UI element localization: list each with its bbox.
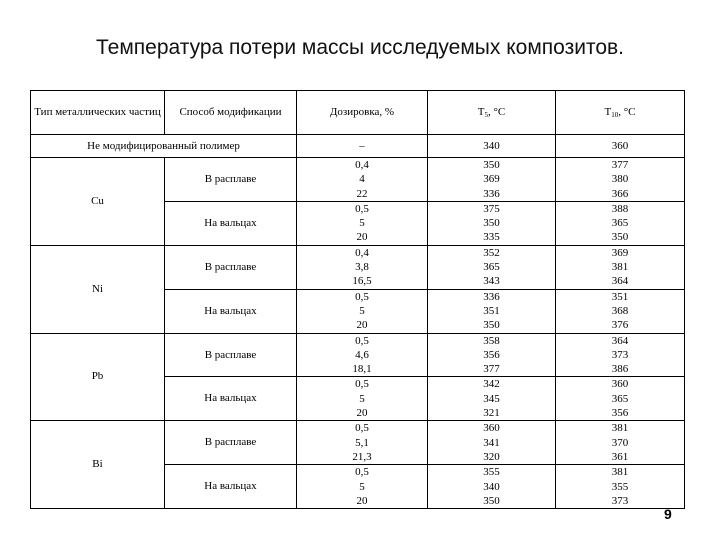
t5-value: 336 [483,290,500,303]
t10-value: 364 [611,334,629,347]
doses-cell [297,333,428,377]
header-dose: Дозировка, % [297,91,428,135]
header-method: Способ модификации [165,91,297,135]
t10-value: 380 [611,173,629,186]
doses-cell [297,289,428,333]
metal-cell: Ni [31,245,165,333]
page-number: 9 [664,506,672,522]
doses-value: 5 [359,217,365,230]
nonmodified-t10: 360 [556,135,685,158]
doses-cell [297,377,428,421]
t10-value: 381 [611,422,629,435]
t10-cell [556,289,685,333]
t10-value: 377 [611,159,629,171]
t5-value: 320 [483,450,500,463]
t10-value: 360 [611,378,629,391]
t10-value: 381 [611,466,629,479]
t5-value: 341 [483,436,500,449]
t10-value: 364 [611,275,629,288]
t10-value: 350 [611,231,629,244]
t10-value: 365 [611,392,629,405]
t5-cell [428,289,556,333]
doses-value: 4,6 [355,348,369,361]
doses-value: 16,5 [352,275,372,288]
method-cell: На вальцах [165,377,297,421]
t10-value: 366 [611,187,629,200]
t10-cell [556,158,685,202]
t10-value: 365 [611,217,629,230]
doses-value: 5 [359,480,365,493]
doses-value: 0,4 [355,246,369,259]
t10-value: 370 [611,436,629,449]
t5-cell [428,465,556,509]
header-metal: Тип металлических частиц [31,91,165,135]
metal-cell: Cu [31,158,165,246]
method-cell: В расплаве [165,245,297,289]
t10-value: 351 [611,290,629,303]
doses-value: 5 [359,304,365,317]
t10-value: 386 [611,363,629,376]
doses-value: 20 [356,319,368,332]
t10-cell [556,377,685,421]
t10-value: 361 [611,450,629,463]
doses-value: 21,3 [352,450,372,463]
table-row [31,245,685,289]
method-cell: В расплаве [165,333,297,377]
t5-value: 321 [483,407,500,420]
doses-value: 20 [356,407,368,420]
t5-value: 356 [483,348,500,361]
t5-value: 365 [483,261,500,274]
t10-value: 355 [611,480,629,493]
t10-value: 356 [611,407,629,420]
t5-value: 351 [483,304,500,317]
doses-value: 20 [356,231,368,244]
doses-value: 0,5 [355,202,369,215]
t10-cell [556,333,685,377]
t5-cell [428,421,556,465]
t5-cell [428,333,556,377]
header-t5: $Т_5$, °С [428,91,556,135]
doses-cell [297,421,428,465]
t10-value: 376 [611,319,629,332]
t5-value: 350 [483,159,500,171]
doses-value: 3,8 [355,261,369,274]
doses-cell [297,465,428,509]
page-title: Температура потери массы исследуемых композитов. [96,36,624,59]
doses-value: 0,5 [355,466,369,479]
t10-cell [556,201,685,245]
nonmodified-row [31,135,685,158]
doses-value: 22 [356,187,368,200]
t5-value: 360 [483,422,500,435]
t5-value: 340 [483,480,500,493]
t10-value: 368 [611,304,629,317]
method-cell: На вальцах [165,201,297,245]
metal-cell: Bi [31,421,165,509]
t5-cell [428,377,556,421]
composites-table [30,90,685,509]
table-row [31,333,685,377]
doses-value: 5 [359,392,365,405]
method-cell: В расплаве [165,158,297,202]
t5-value: 336 [483,187,500,200]
doses-value: 0,5 [355,334,369,347]
t5-value: 355 [483,466,500,479]
t10-value: 373 [611,348,629,361]
metal-cell: Pb [31,333,165,421]
t5-cell [428,158,556,202]
nonmodified-label: Не модифицированный полимер [31,135,297,158]
method-cell: На вальцах [165,289,297,333]
table-header-row [31,91,685,135]
t5-value: 352 [483,246,500,259]
doses-cell [297,158,428,202]
t10-cell [556,421,685,465]
t5-value: 342 [483,378,500,391]
doses-value: 0,5 [355,290,369,303]
t5-value: 350 [483,319,500,332]
nonmodified-t5: 340 [428,135,556,158]
doses-value: 20 [356,494,368,507]
t5-value: 350 [483,217,500,230]
t5-value: 358 [483,334,500,347]
t5-value: 335 [483,231,500,244]
t10-cell [556,465,685,509]
doses-value: 0,5 [355,422,369,435]
doses-value: 5,1 [355,436,369,449]
method-cell: На вальцах [165,465,297,509]
doses-value: 0,4 [355,159,369,171]
t5-value: 350 [483,494,500,507]
header-t10: $Т_{10}$, °С [556,91,685,135]
doses-cell [297,201,428,245]
table-row [31,158,685,202]
t5-value: 369 [483,173,500,186]
table-row [31,421,685,465]
t5-value: 345 [483,392,500,405]
nonmodified-dose: – [297,135,428,158]
doses-value: 0,5 [355,378,369,391]
t5-value: 377 [483,363,500,376]
t10-value: 388 [611,202,629,215]
t10-value: 369 [611,246,629,259]
doses-value: 4 [359,173,365,186]
t10-value: 373 [611,494,629,507]
t5-cell [428,201,556,245]
t5-cell [428,245,556,289]
t10-value: 381 [611,261,629,274]
method-cell: В расплаве [165,421,297,465]
t5-value: 343 [483,275,500,288]
t5-value: 375 [483,202,500,215]
doses-cell [297,245,428,289]
doses-value: 18,1 [352,363,372,376]
t10-cell [556,245,685,289]
